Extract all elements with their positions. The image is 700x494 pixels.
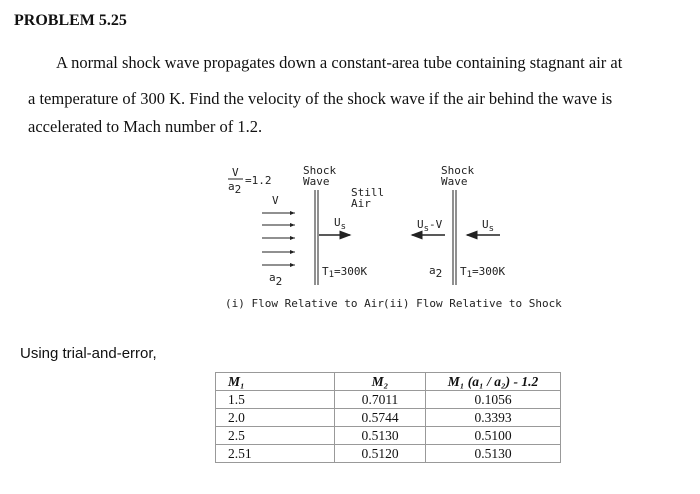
cell: 0.5130: [426, 445, 561, 463]
us-label: $U_s$: [482, 218, 495, 234]
caption-flow-relative-shock: (ii) Flow Relative to Shock: [383, 297, 562, 310]
caption-flow-relative-air: (i) Flow Relative to Air: [225, 297, 384, 310]
velocity-label: V: [272, 194, 279, 207]
header-m1: M₁: [216, 373, 335, 391]
cell: 0.5130: [335, 427, 426, 445]
cell: 0.5744: [335, 409, 426, 427]
still-label: Still: [351, 186, 385, 199]
problem-text-line: accelerated to Mach number of 1.2.: [28, 117, 263, 136]
header-m2: M₂: [335, 373, 426, 391]
temperature-label: T1=300K: [322, 265, 368, 280]
ratio-value: =1.2: [245, 174, 272, 187]
table-row: [216, 427, 561, 445]
results-table: [215, 372, 561, 463]
cell: 0.5100: [426, 427, 561, 445]
cell: 0.1056: [426, 391, 561, 409]
us-label: $U_s$: [334, 216, 347, 232]
cell: 0.5120: [335, 445, 426, 463]
problem-text-line: A normal shock wave propagates down a constant-area tube containing stagnant air at: [56, 53, 623, 72]
table-header-row: [216, 373, 561, 391]
temperature-label: T1=300K: [460, 265, 506, 280]
wave-label: Wave: [441, 175, 468, 188]
flow-arrows: [262, 213, 295, 265]
cell: 2.5: [216, 427, 335, 445]
ratio-numerator: V: [232, 166, 239, 179]
air-label: Air: [351, 197, 371, 210]
table-row: [216, 409, 561, 427]
cell: 2.0: [216, 409, 335, 427]
problem-title: PROBLEM 5.25: [14, 12, 127, 29]
table-row: [216, 445, 561, 463]
wave-label: Wave: [303, 175, 330, 188]
table-row: [216, 391, 561, 409]
us-minus-v-label: $U_s-V$: [417, 218, 443, 234]
ratio-denominator: a2: [228, 180, 242, 196]
cell: 1.5: [216, 391, 335, 409]
a2-label: a2: [269, 271, 283, 288]
problem-text-line: a temperature of 300 K. Find the velocity of the shock wave if the air behind the wave is: [28, 89, 613, 108]
cell: 0.7011: [335, 391, 426, 409]
a2-label: a2: [429, 264, 443, 280]
header-ratio: M₁ (a₁ / a₂) - 1.2: [426, 373, 561, 391]
trial-note: Using trial-and-error,: [20, 345, 157, 362]
shock-label: Shock: [303, 164, 337, 177]
cell: 0.3393: [426, 409, 561, 427]
cell: 2.51: [216, 445, 335, 463]
shock-label: Shock: [441, 164, 475, 177]
